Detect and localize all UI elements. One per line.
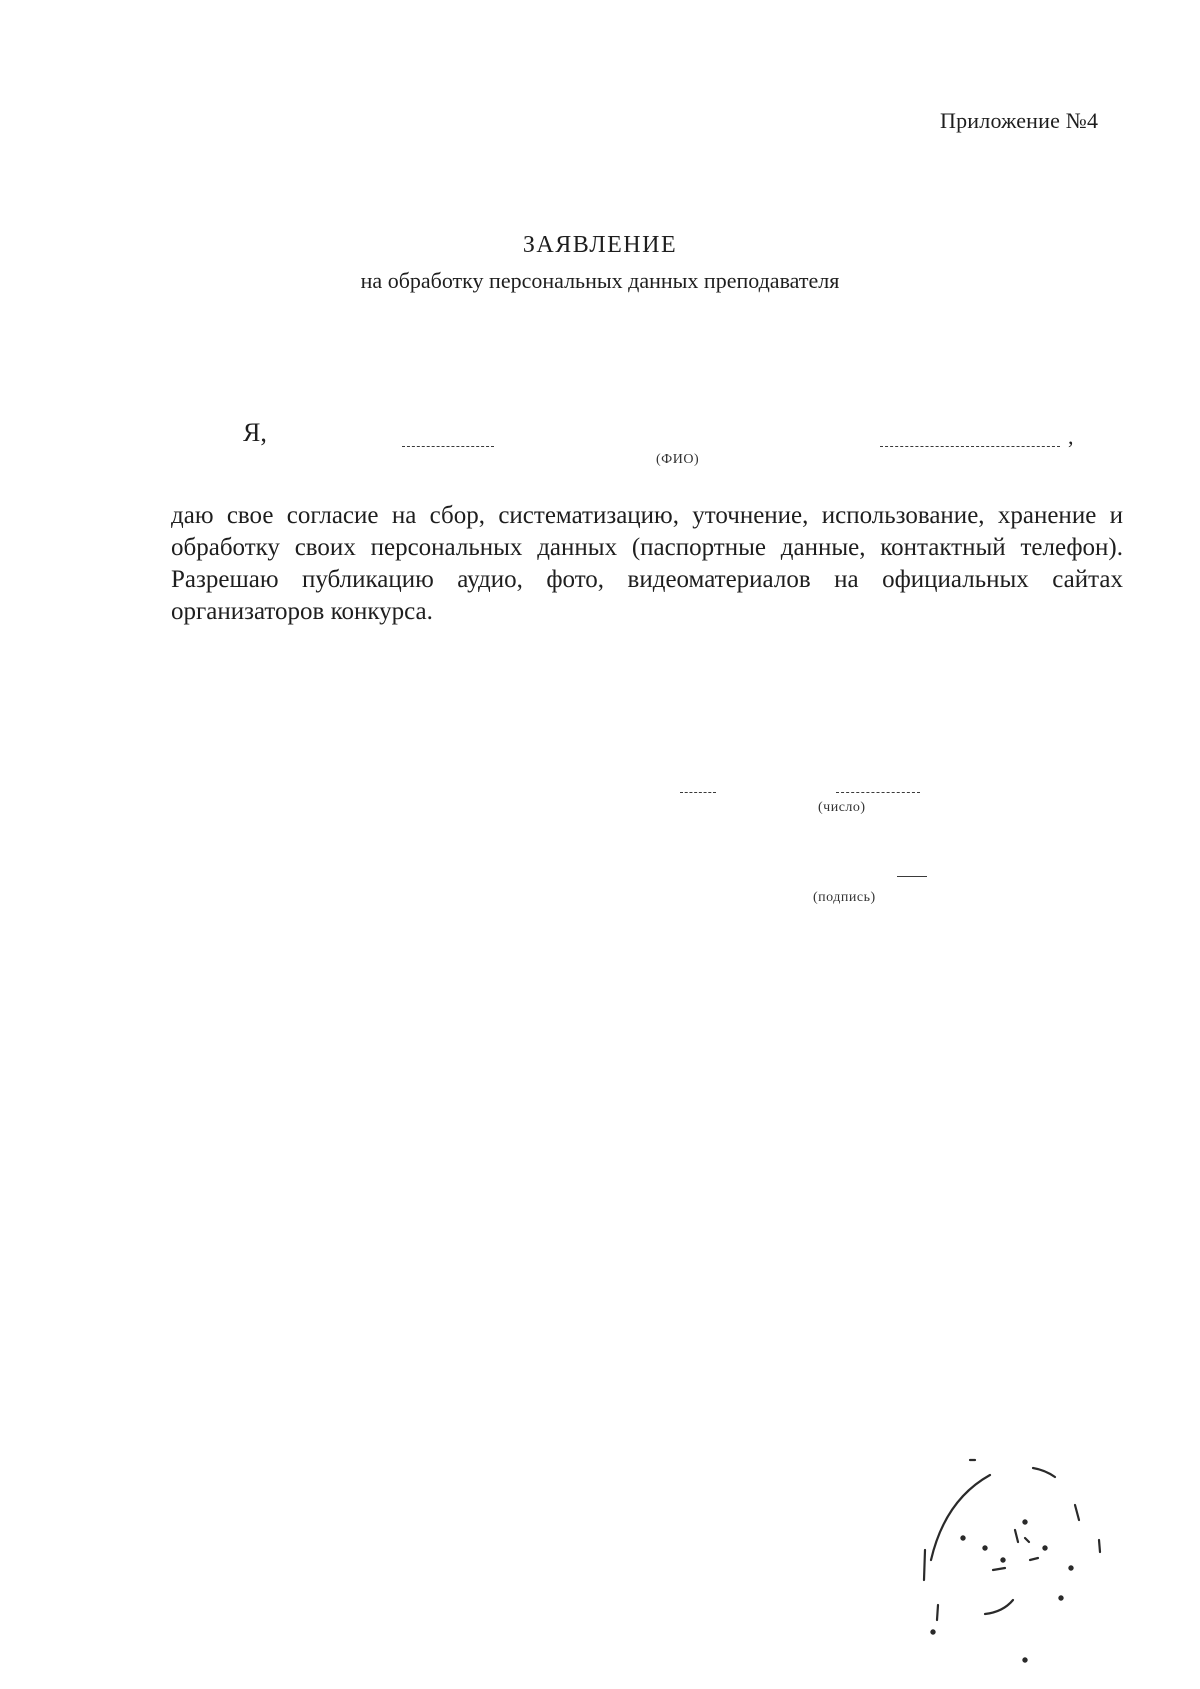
fio-line-right [880,446,1060,447]
date-line-left [680,792,716,793]
stamp-seal-icon [875,1430,1135,1670]
annex-label: Приложение №4 [940,108,1099,133]
consent-text: даю свое согласие на сбор, систематизацию, уточнение, использование, хранение и обработку своих персональных данных (паспортные данные, контактный телефон). Разрешаю публикацию аудио, фото, видеоматериалов на официальных сайтах организаторов конкурса. [171,502,1123,625]
document-title: ЗАЯВЛЕНИЕ [522,232,678,258]
applicant-prefix: Я, [243,418,267,447]
signature-caption: (подпись) [813,890,876,905]
fio-line-left [402,446,494,447]
signature-line [897,876,927,877]
date-caption: (число) [818,800,866,815]
fio-caption: (ФИО) [656,452,700,467]
applicant-suffix: , [1068,424,1074,449]
date-line-right [836,792,920,793]
document-subtitle: на обработку персональных данных преподавателя [360,268,840,293]
